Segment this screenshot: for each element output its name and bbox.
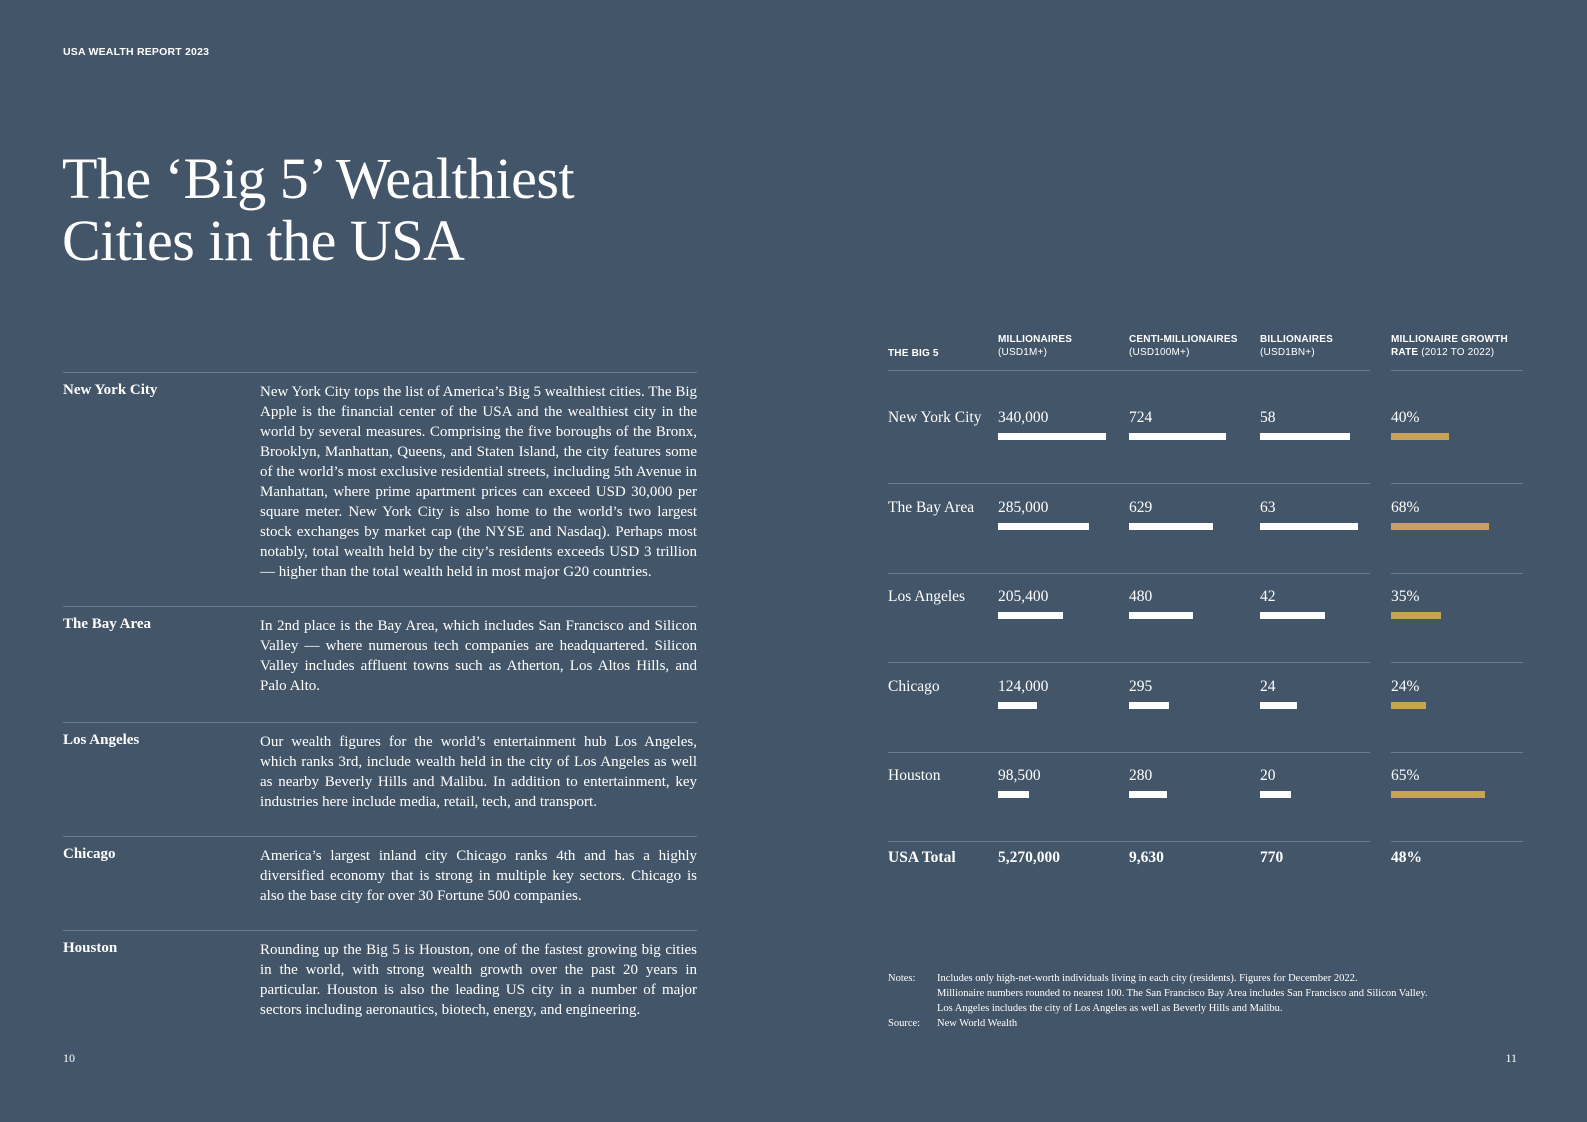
value-label: 98,500 (998, 767, 1041, 784)
value-label: 58 (1260, 409, 1276, 426)
cell-billionaires (1260, 499, 1276, 517)
header-millionaires: MILLIONAIRES (USD1M+) (998, 334, 1073, 358)
cell-millionaires (998, 678, 1048, 696)
section-description: In 2nd place is the Bay Area, which includes San Francisco and Silicon Valley — where numerous tech companies are headquartered. Silicon Valley includes affluent towns such as Atherton, Los Altos Hills, and Palo Alto. (260, 618, 697, 694)
bar-growth (1391, 433, 1449, 440)
bar-centi (1129, 523, 1213, 530)
value-label: 205,400 (998, 588, 1049, 605)
note-1: Includes only high-net-worth individuals living in each city (residents). Figures for December 2022. (937, 973, 1358, 984)
value-label: 340,000 (998, 409, 1049, 426)
cell-growth (1391, 767, 1419, 785)
divider (63, 722, 697, 723)
cell-billionaires (1260, 588, 1276, 606)
cell-billionaires (1260, 409, 1276, 427)
table-row (888, 672, 1523, 761)
section-name: The Bay Area (63, 616, 152, 632)
value-label: 629 (1129, 498, 1153, 516)
value-label: 35% (1391, 588, 1420, 605)
bar-billionaires (1260, 612, 1325, 619)
row-city: Houston (888, 767, 941, 784)
row-city: Chicago (888, 677, 940, 695)
header-billionaires: BILLIONAIRES (USD1BN+) (1260, 334, 1333, 358)
note-3: Los Angeles includes the city of Los Angeles as well as Beverly Hills and Malibu. (937, 1003, 1283, 1014)
cell-millionaires (998, 767, 1041, 785)
bar-growth (1391, 791, 1485, 798)
value-label: 42 (1260, 588, 1276, 605)
table-row (888, 403, 1523, 492)
cell-growth (1391, 588, 1419, 606)
table-row (888, 582, 1523, 671)
title-line-2: Cities in the USA (62, 208, 465, 273)
section-name: Los Angeles (63, 732, 140, 748)
bar-centi (1129, 612, 1193, 619)
cell-centi (1129, 678, 1152, 696)
value-label: 65% (1391, 767, 1420, 784)
header-centi-millionaires: CENTI-MILLIONAIRES (USD100M+) (1129, 334, 1238, 358)
row-divider (1391, 662, 1523, 663)
value-label: 280 (1129, 767, 1153, 784)
row-divider (888, 752, 1370, 753)
value-label: 295 (1129, 677, 1153, 695)
row-divider (1391, 573, 1523, 574)
cell-centi (1129, 409, 1152, 427)
table-row (888, 493, 1523, 582)
table-row (888, 761, 1523, 850)
note-2: Millionaire numbers rounded to nearest 100. The San Francisco Bay Area includes San Francisco and Silicon Valley. (937, 988, 1428, 999)
bar-growth (1391, 523, 1489, 530)
bar-billionaires (1260, 702, 1297, 709)
row-city: The Bay Area (888, 498, 975, 516)
divider (63, 836, 697, 837)
table-row-total (888, 843, 1523, 932)
row-city: Los Angeles (888, 588, 966, 605)
section-description: Rounding up the Big 5 is Houston, one of the fastest growing big cities in the world, with strong wealth growth over the past 20 years in particular. Houston is also the leading US city in a number of major sectors including aeronautics, biotech, energy, and engineering. (260, 942, 697, 1018)
cell-centi (1129, 767, 1152, 785)
value-label: 724 (1129, 409, 1153, 426)
total-millionaires: 5,270,000 (998, 849, 1060, 866)
header-growth-rate: MILLIONAIRE GROWTH RATE (2012 TO 2022) (1391, 334, 1508, 358)
cell-millionaires (998, 588, 1048, 606)
value-label: 124,000 (998, 677, 1049, 695)
total-billionaires: 770 (1260, 849, 1284, 866)
value-label: 480 (1129, 588, 1153, 605)
row-divider (1391, 483, 1523, 484)
page-title (62, 148, 702, 272)
page-number-right: 11 (1505, 1051, 1517, 1065)
bar-millionaires (998, 791, 1029, 798)
cell-millionaires (998, 499, 1048, 517)
bar-billionaires (1260, 433, 1350, 440)
row-divider (1391, 841, 1523, 842)
bar-centi (1129, 433, 1226, 440)
value-label: 24 (1260, 677, 1276, 695)
divider (63, 606, 697, 607)
bar-billionaires (1260, 791, 1291, 798)
section-name: Chicago (63, 846, 116, 862)
value-label: 285,000 (998, 498, 1049, 516)
value-label: 20 (1260, 767, 1276, 784)
value-label: 68% (1391, 498, 1420, 516)
cell-centi (1129, 499, 1152, 517)
cell-growth (1391, 678, 1419, 696)
section-name: New York City (63, 382, 158, 398)
section-description: New York City tops the list of America’s Big 5 wealthiest cities. The Big Apple is the financial center of the USA and the wealthiest city in the world by several measures. Comprising the five boroughs of the Bronx, Brooklyn, Manhattan, Queens, and Staten Island, the city features some of the world’s most exclusive residential streets, including 5th Avenue in Manhattan, where prime apartment prices can exceed USD 30,000 per square meter. New York City is also home to the world’s two largest stock exchanges by market cap (the NYSE and Nasdaq). Perhaps most notably, total wealth held by the city’s residents exceeds USD 3 trillion — higher than the total wealth held in most major G20 countries. (260, 384, 697, 580)
row-divider (888, 483, 1370, 484)
header-city: THE BIG 5 (888, 348, 939, 359)
source-label: Source: (888, 1018, 921, 1029)
cell-billionaires (1260, 678, 1276, 696)
row-divider (888, 662, 1370, 663)
source: New World Wealth (937, 1018, 1018, 1029)
header-divider (888, 370, 1370, 371)
cell-millionaires (998, 409, 1048, 427)
title-line-1: The ‘Big 5’ Wealthiest (62, 146, 575, 211)
cell-centi (1129, 588, 1152, 606)
bar-millionaires (998, 433, 1106, 440)
row-city: USA Total (888, 849, 956, 866)
bar-centi (1129, 702, 1169, 709)
value-label: 24% (1391, 677, 1420, 695)
row-city: New York City (888, 409, 982, 426)
row-divider (1391, 752, 1523, 753)
value-label: 40% (1391, 409, 1420, 426)
bar-centi (1129, 791, 1167, 798)
header-divider (1391, 370, 1523, 371)
cell-growth (1391, 409, 1419, 427)
bar-billionaires (1260, 523, 1358, 530)
cell-billionaires (1260, 767, 1276, 785)
bar-growth (1391, 612, 1441, 619)
section-name: Houston (63, 940, 118, 956)
report-label: USA WEALTH REPORT 2023 (63, 46, 210, 58)
section-description: America’s largest inland city Chicago ranks 4th and has a highly diversified economy that is strong in multiple key sectors. Chicago is also the base city for over 30 Fortune 500 companies. (260, 848, 697, 904)
bar-millionaires (998, 702, 1037, 709)
row-divider (888, 841, 1370, 842)
section-description: Our wealth figures for the world’s entertainment hub Los Angeles, which ranks 3rd, include wealth held in the city of Los Angeles as well as nearby Beverly Hills and Malibu. In addition to entertainment, key industries here include media, retail, tech, and transport. (260, 734, 697, 810)
bar-millionaires (998, 612, 1063, 619)
divider (63, 372, 697, 373)
row-divider (888, 573, 1370, 574)
page-number-left: 10 (63, 1051, 75, 1065)
divider (63, 930, 697, 931)
notes-label: Notes: (888, 973, 916, 984)
total-centi: 9,630 (1129, 849, 1164, 866)
total-growth: 48% (1391, 849, 1422, 866)
bar-growth (1391, 702, 1426, 709)
value-label: 63 (1260, 498, 1276, 516)
bar-millionaires (998, 523, 1089, 530)
cell-growth (1391, 499, 1419, 517)
